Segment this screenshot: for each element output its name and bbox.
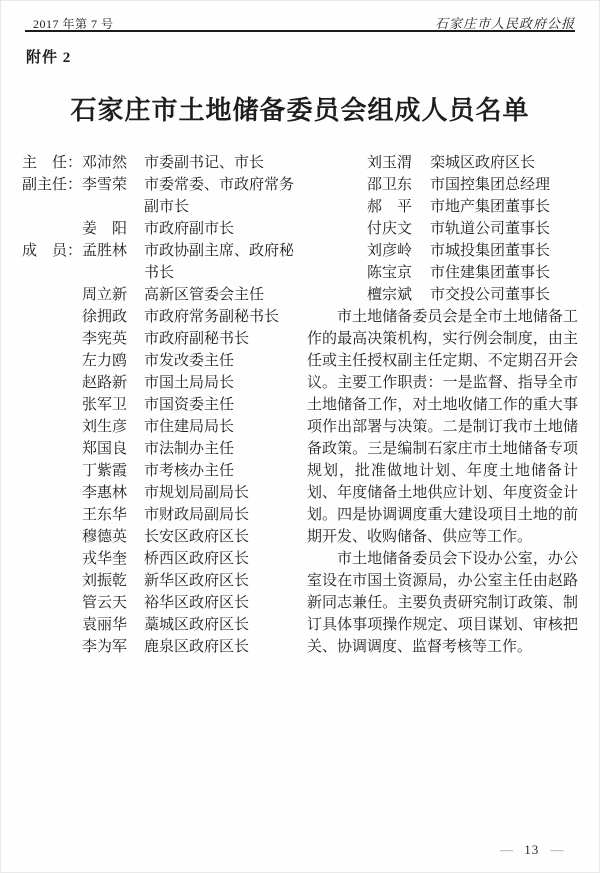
member-name: 姜 阳 <box>82 221 128 237</box>
member-name: 徐拥政 <box>82 309 128 325</box>
roster-entry <box>22 482 294 504</box>
page-number-dash-right: — <box>550 842 564 857</box>
member-name: 郑国良 <box>82 441 128 457</box>
roster-entry <box>22 152 294 174</box>
member-title: 新华区政府区长 <box>144 573 250 589</box>
member-title: 市委常委、市政府常务副市长 <box>144 177 295 215</box>
roster-entry <box>307 218 578 240</box>
member-title: 市政府常务副秘书长 <box>144 309 280 325</box>
document-title: 石家庄市土地储备委员会组成人员名单 <box>70 96 530 125</box>
member-name: 郝 平 <box>367 199 413 215</box>
gazette-title: 石家庄市人民政府公报 <box>434 16 575 31</box>
issue-number: 2017 年第 7 号 <box>33 17 114 31</box>
member-name: 丁紫霞 <box>82 463 128 479</box>
member-title: 市国控集团总经理 <box>430 177 551 193</box>
member-name: 穆德英 <box>82 529 128 545</box>
member-title: 栾城区政府区长 <box>430 155 536 171</box>
member-name: 刘生彦 <box>82 419 128 435</box>
member-title: 市政协副主席、政府秘书长 <box>144 243 295 281</box>
roster-entry <box>307 262 578 284</box>
roster-entry <box>22 350 294 372</box>
roster-entry <box>22 526 294 548</box>
member-title: 市地产集团董事长 <box>430 199 551 215</box>
office-paragraph: 市土地储备委员会下设办公室，办公室设在市国土资源局，办公室主任由赵路新同志兼任。主要负责研究制订政策、制订具体事项操作规定、项目谋划、审核把关、协调调度、监督考核等工作。 <box>307 551 578 655</box>
member-name: 戎华奎 <box>82 551 128 567</box>
member-title: 市发改委主任 <box>144 353 235 369</box>
role-label: 主 任： <box>22 155 83 171</box>
roster-entry <box>22 284 294 306</box>
member-name: 袁丽华 <box>82 617 128 633</box>
member-title: 市规划局副局长 <box>144 485 250 501</box>
role-label <box>22 416 82 438</box>
role-label <box>22 218 82 240</box>
role-label <box>22 372 82 394</box>
body-columns <box>22 152 578 658</box>
role-label <box>22 460 82 482</box>
roster-left-column <box>22 152 294 658</box>
roster-entry <box>22 306 294 328</box>
member-title: 鹿泉区政府区长 <box>144 639 250 655</box>
role-label <box>22 350 82 372</box>
member-name: 周立新 <box>82 287 128 303</box>
indent-spacer <box>307 284 367 306</box>
roster-entry <box>307 174 578 196</box>
roster-entry <box>22 614 294 636</box>
member-title: 市城投集团董事长 <box>430 243 551 259</box>
role-label <box>22 306 82 328</box>
header-rule <box>25 30 575 32</box>
role-label: 副主任： <box>22 177 83 193</box>
member-title: 市交投公司董事长 <box>430 287 551 303</box>
roster-entry <box>307 240 578 262</box>
member-title: 裕华区政府区长 <box>144 595 250 611</box>
roster-entry <box>307 152 578 174</box>
member-title: 长安区政府区长 <box>144 529 250 545</box>
role-label <box>22 592 82 614</box>
roster-entry <box>307 196 578 218</box>
indent-spacer <box>307 218 367 240</box>
indent-spacer <box>307 174 367 196</box>
roster-entry <box>22 460 294 482</box>
role-label <box>22 548 82 570</box>
member-name: 李宪英 <box>82 331 128 347</box>
member-title: 高新区管委会主任 <box>144 287 265 303</box>
indent-spacer <box>307 262 367 284</box>
roster-entry <box>22 328 294 350</box>
member-name: 檀宗斌 <box>367 287 413 303</box>
member-name: 邵卫东 <box>367 177 413 193</box>
role-label <box>22 614 82 636</box>
roster-entry <box>22 218 294 240</box>
member-name: 管云天 <box>82 595 128 611</box>
role-label <box>22 636 82 658</box>
member-title: 市国土局局长 <box>144 375 235 391</box>
member-name: 刘彦岭 <box>367 243 413 259</box>
member-name: 赵路新 <box>82 375 128 391</box>
member-title: 市轨道公司董事长 <box>430 221 551 237</box>
member-name: 付庆文 <box>367 221 413 237</box>
member-title: 市政府副市长 <box>144 221 235 237</box>
member-name: 左力鸥 <box>82 353 128 369</box>
member-title: 藁城区政府区长 <box>144 617 250 633</box>
member-name: 陈宝京 <box>367 265 413 281</box>
role-label <box>22 438 82 460</box>
member-title: 市国资委主任 <box>144 397 235 413</box>
roster-entry <box>22 636 294 658</box>
roster-entry <box>22 504 294 526</box>
member-title: 市政府副秘书长 <box>144 331 250 347</box>
member-title: 市法制办主任 <box>144 441 235 457</box>
roster-entry <box>22 394 294 416</box>
role-label <box>22 394 82 416</box>
member-title: 桥西区政府区长 <box>144 551 250 567</box>
roster-entry <box>22 240 294 284</box>
member-title: 市委副书记、市长 <box>144 155 265 171</box>
roster-entry <box>22 592 294 614</box>
roster-entry <box>22 438 294 460</box>
role-label <box>22 482 82 504</box>
member-name: 刘玉渭 <box>367 155 413 171</box>
role-label <box>22 504 82 526</box>
member-name: 王东华 <box>82 507 128 523</box>
page-number <box>500 842 564 858</box>
role-label <box>22 526 82 548</box>
member-name: 刘振乾 <box>82 573 128 589</box>
roster-entry <box>22 372 294 394</box>
roster-entry <box>22 416 294 438</box>
member-title: 市考核办主任 <box>144 463 235 479</box>
page-number-value: 13 <box>524 842 540 857</box>
roster-entry <box>307 284 578 306</box>
member-name: 张军卫 <box>82 397 128 413</box>
right-column <box>307 152 578 658</box>
member-title: 市住建局局长 <box>144 419 235 435</box>
roster-entry <box>22 570 294 592</box>
role-label: 成 员： <box>22 243 83 259</box>
attachment-label: 附件 2 <box>26 50 72 66</box>
member-name: 李雪荣 <box>82 177 128 193</box>
roster-right-column <box>307 152 578 306</box>
role-label <box>22 570 82 592</box>
member-name: 李为军 <box>82 639 128 655</box>
duties-paragraph: 市土地储备委员会是全市土地储备工作的最高决策机构，实行例会制度，由主任或主任授权副主任定期、不定期召开会议。主要工作职责：一是监督、指导全市土地储备工作，对土地收储工作的重大事项作出部署与决策。二是制订我市土地储备政策。三是编制石家庄市土地储备专项规划，批准做地计划、年度土地储备计划、年度储备土地供应计划、年度资金计划。四是协调调度重大建设项目土地的前期开发、收购储备、供应等工作。 <box>307 309 578 545</box>
role-label <box>22 284 82 306</box>
indent-spacer <box>307 240 367 262</box>
member-name: 李惠林 <box>82 485 128 501</box>
role-label <box>22 328 82 350</box>
indent-spacer <box>307 196 367 218</box>
indent-spacer <box>307 152 367 174</box>
member-name: 邓沛然 <box>82 155 128 171</box>
page-number-dash-left: — <box>500 842 513 857</box>
member-name: 孟胜林 <box>82 243 128 259</box>
member-title: 市财政局副局长 <box>144 507 250 523</box>
member-title: 市住建集团董事长 <box>430 265 551 281</box>
roster-entry <box>22 548 294 570</box>
roster-entry <box>22 174 294 218</box>
